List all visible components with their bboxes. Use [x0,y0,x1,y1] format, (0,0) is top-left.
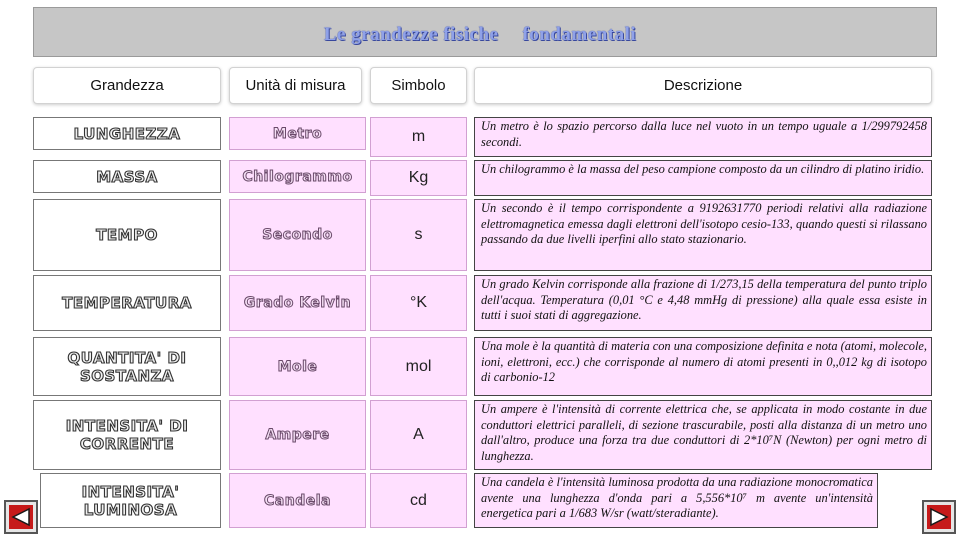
row-luminosa-name: INTENSITA' LUMINOSA [40,473,221,528]
header-descrizione: Descrizione [474,67,932,104]
row-lunghezza-unit: Metro [229,117,366,150]
row-massa-name: MASSA [33,160,221,193]
row-sostanza-name: QUANTITA' DI SOSTANZA [33,337,221,396]
row-lunghezza-desc: Un metro è lo spazio percorso dalla luce nel vuoto in un tempo uguale a 1/299792458 secondi. [474,117,932,157]
row-massa-desc: Un chilogrammo è la massa del peso campione composto da un cilindro di platino iridio. [474,160,932,196]
row-luminosa-symbol: cd [370,473,467,528]
header-simbolo: Simbolo [370,67,467,104]
row-corrente-symbol: A [370,400,467,470]
header-unita: Unità di misura [229,67,362,104]
header-grandezza: Grandezza [33,67,221,104]
row-corrente-name: INTENSITA' DI CORRENTE [33,400,221,470]
row-lunghezza-name: LUNGHEZZA [33,117,221,150]
row-sostanza-desc: Una mole è la quantità di materia con una composizione definita e nota (atomi, molecole, ioni, elettroni, ecc.) che corrisponde al numero di atomi presenti in 0,,012 kg di isotopo di carbonio-12 [474,337,932,396]
slide-title-part2: fondamentali [522,24,637,45]
row-massa-symbol: Kg [370,160,467,196]
slide-title-part1: Le grandezze fisiche [323,24,499,45]
prev-arrow-icon [9,505,33,529]
row-temperatura-desc: Un grado Kelvin corrisponde alla frazione di 1/273,15 della temperatura del punto triplo dell'acqua. Temperatura (0,01 °C e 4,48 mmHg di pressione) alla quale essa esiste in tutti i suoi stati di aggregazione. [474,275,932,331]
row-temperatura-unit: Grado Kelvin [229,275,366,331]
row-sostanza-symbol: mol [370,337,467,396]
row-corrente-unit: Ampere [229,400,366,470]
row-corrente-desc: Un ampere è l'intensità di corrente elettrica che, se applicata in modo costante in due conduttori elettrici paralleli, di sezione trascurabile, posti alla distanza di un metro uno dall'altro, produce una forza tra due conduttori di 2*10⁷N (Newton) per ogni metro di lunghezza. [474,400,932,470]
slide-title [0,24,960,46]
row-massa-unit: Chilogrammo [229,160,366,193]
row-tempo-unit: Secondo [229,199,366,271]
row-tempo-desc: Un secondo è il tempo corrispondente a 9192631770 periodi relativi alla radiazione elettromagnetica emessa dagli elettroni dell'isotopo cesio-133, quando questi si rilassano passando da due livelli iperfini allo stato stazionario. [474,199,932,271]
row-temperatura-name: TEMPERATURA [33,275,221,331]
row-tempo-symbol: s [370,199,467,271]
row-tempo-name: TEMPO [33,199,221,271]
row-luminosa-desc: Una candela è l'intensità luminosa prodotta da una radiazione monocromatica avente una lunghezza d'onda pari a 5,556*10⁷ m avente un'intensità energetica pari a 1/683 W/sr (watt/steradiante). [474,473,878,528]
row-temperatura-symbol: °K [370,275,467,331]
next-slide-button[interactable] [922,500,956,534]
row-lunghezza-symbol: m [370,117,467,157]
prev-slide-button[interactable] [4,500,38,534]
row-sostanza-unit: Mole [229,337,366,396]
next-arrow-icon [927,505,951,529]
row-luminosa-unit: Candela [229,473,366,528]
